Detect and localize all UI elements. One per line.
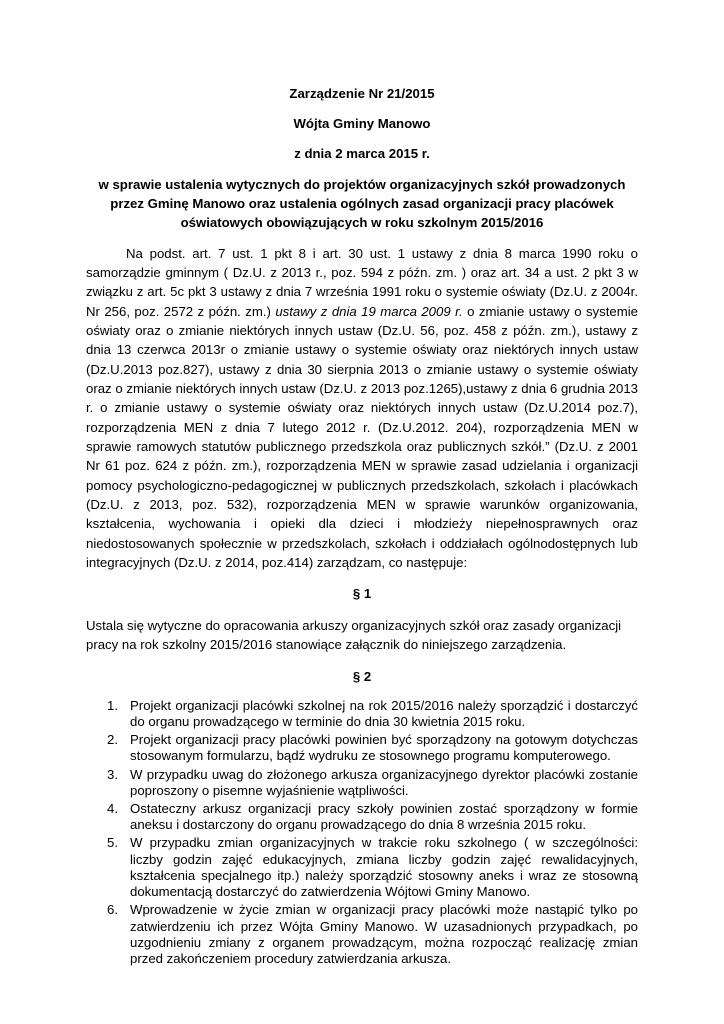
section-1-heading: § 1 (352, 586, 372, 602)
list-item (86, 801, 638, 833)
section-2-list (86, 698, 638, 967)
issue-date: z dnia 2 marca 2015 r. (294, 146, 430, 162)
preamble-text-part1: Na podst. art. 7 ust. 1 pkt 8 i art. 30 ust. 1 ustawy z dnia 8 marca 1990 roku o samorządzie gminnym ( Dz.U. z 2013 r., poz. 594 z późn. zm. ) oraz art. 34 a ust. 2 pkt 3 w związku z art. 5c pkt 3 ustawy z dnia 7 września 1991 roku o systemie oświaty (Dz.U. z 2004r. Nr 256, poz. 2572 z późn. zm.) (86, 245, 638, 319)
list-item-text: W przypadku uwag do złożonego arkusza organizacyjnego dyrektor placówki zostanie poproszony o pisemne wyjaśnienie wątpliwości. (130, 766, 638, 798)
document-page (86, 84, 638, 969)
list-item (86, 767, 638, 799)
list-item (86, 732, 638, 764)
list-item-number: 5. (107, 835, 118, 851)
preamble-italic-reference: ustawy z dnia 19 marca 2009 r. (275, 303, 463, 319)
list-item (86, 698, 638, 730)
section-1-text: Ustala się wytyczne do opracowania arkuszy organizacyjnych szkół oraz zasady organizacji pracy na rok szkolny 2015/2016 stanowiące załącznik do niniejszego zarządzenia. (86, 617, 622, 653)
list-item-number: 4. (107, 801, 118, 817)
list-item-number: 6. (107, 902, 118, 918)
issuer: Wójta Gminy Manowo (293, 116, 431, 132)
document-header (86, 84, 638, 164)
list-item-number: 3. (107, 766, 118, 782)
legal-basis-preamble (86, 244, 638, 573)
list-item (86, 902, 638, 967)
list-item-text: Ostateczny arkusz organizacji pracy szkoły powinien zostać sporządzony w formie aneksu i dostarczony do organu prowadzącego do dnia 8 września 2015 roku. (130, 801, 638, 833)
section-2-heading: § 2 (352, 668, 372, 684)
list-item-number: 1. (107, 697, 118, 713)
list-item-text: Projekt organizacji placówki szkolnej na rok 2015/2016 należy sporządzić i dostarczyć do organu prowadzącego w terminie do dnia 30 kwietnia 2015 roku. (130, 697, 638, 730)
list-item-number: 2. (107, 732, 118, 748)
list-item-text: Projekt organizacji pracy placówki powinien być sporządzony na gotowym dotychczas stosowanym formularzu, bądź wydruku ze stosownego programu komputerowego. (130, 732, 638, 764)
ordinance-number: Zarządzenie Nr 21/2015 (289, 86, 435, 101)
list-item (86, 835, 638, 900)
list-item-text: W przypadku zmian organizacyjnych w trakcie roku szkolnego ( w szczególności: liczby godzin zajęć edukacyjnych, zmiana liczby godzin zajęć rewalidacyjnych, kształcenia specjalnego itp.) należy sporządzić stosowny aneks i wraz ze stosowną dokumentacją dostarczyć do zatwierdzenia Wójtowi Gminy Manowo. (130, 835, 638, 900)
document-subject: w sprawie ustalenia wytycznych do projektów organizacyjnych szkół prowadzonych przez Gminę Manowo oraz ustalenia ogólnych zasad organizacji pracy placówek oświatowych obowiązujących w roku szkolnym 2015/2016 (98, 176, 626, 230)
list-item-text: Wprowadzenie w życie zmian w organizacji pracy placówki może nastąpić tylko po zatwierdzeniu ich przez Wójta Gminy Manowo. W uzasadnionych przypadkach, po uzgodnieniu zmiany z organem prowadzącym, można rozpocząć realizację zmian przed zakończeniem procedury zatwierdzania arkusza. (130, 902, 638, 966)
preamble-text-part2: o zmianie ustawy o systemie oświaty oraz o zmianie niektórych innych ustaw (Dz.U. 56, poz. 458 z późn. zm.), ustawy z dnia 13 czerwca 2013r o zmianie ustawy o systemie oświaty oraz niektórych innych ustaw (Dz.U.2013 poz.827), ustawy z dnia 30 sierpnia 2013 o zmianie ustawy o systemie oświaty oraz o zmianie niektórych innych ustaw (Dz.U. z 2013 poz.1265),ustawy z dnia 6 grudnia 2013 r. o zmianie ustawy o systemie oświaty oraz niektórych innych ustaw (Dz.U.2014 poz.7), rozporządzenia MEN z dnia 7 lutego 2012 r. (Dz.U.2012. 204), rozporządzenia MEN w sprawie ramowych statutów publicznego przedszkola oraz publicznych szkół.” (Dz.U. z 2001 Nr 61 poz. 624 z późn. zm.), rozporządzenia MEN w sprawie zasad udzielania i organizacji pomocy psychologiczno-pedagogicznej w publicznych przedszkolach, szkołach i placówkach (Dz.U. z 2013, poz. 532), rozporządzenia MEN w sprawie warunków organizowania, kształcenia, wychowania i opieki dla dzieci i młodzieży niepełnosprawnych oraz niedostosowanych społecznie w przedszkolach, szkołach i oddziałach ogólnodostępnych lub integracyjnych (Dz.U. z 2014, poz.414) zarządzam, co następuje: (86, 303, 638, 571)
